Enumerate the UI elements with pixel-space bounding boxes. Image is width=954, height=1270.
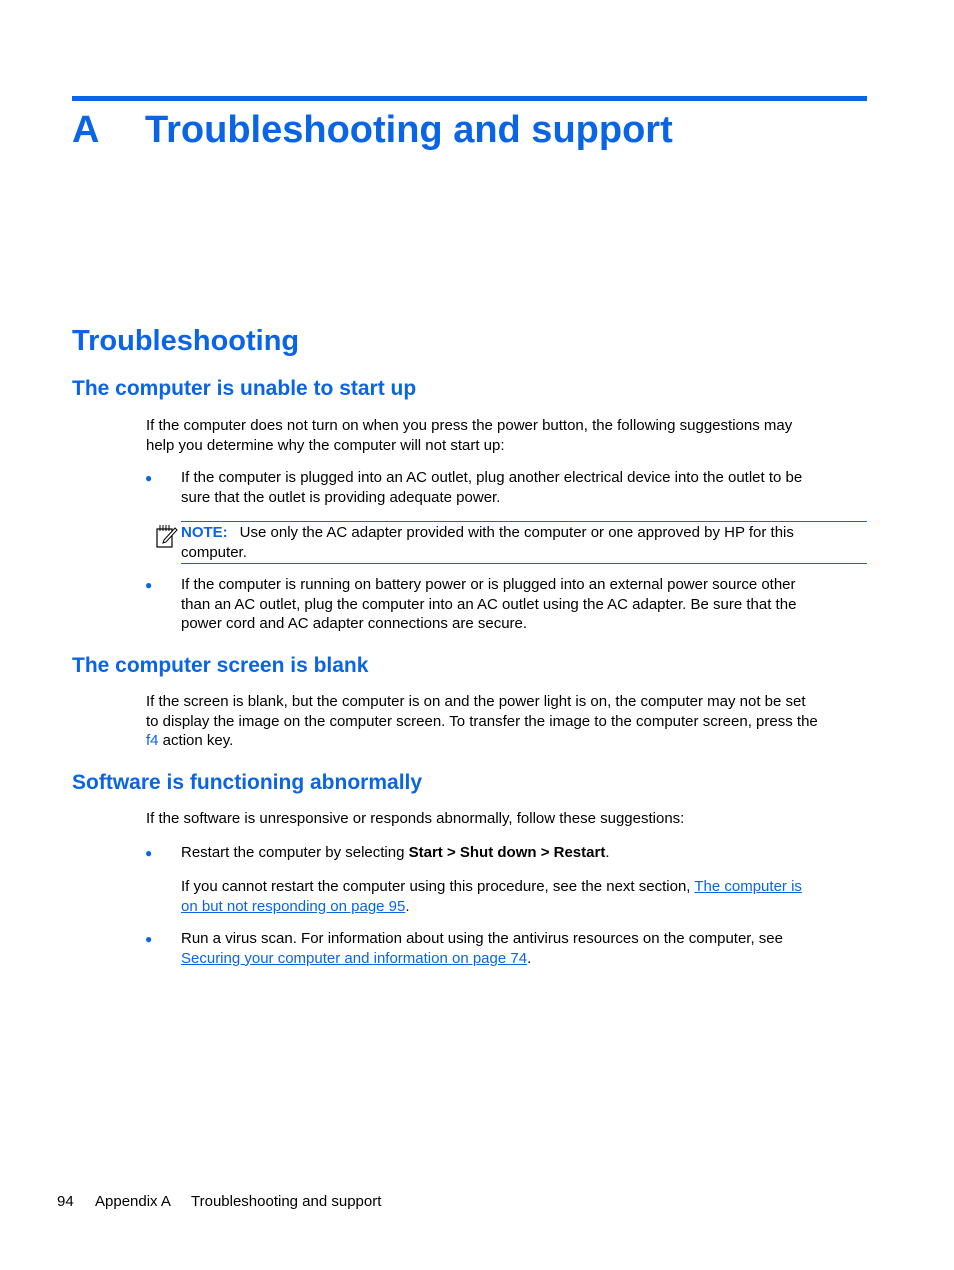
heading-software: Software is functioning abnormally [72,771,423,794]
list-item-line: sure that the outlet is providing adequate power. [181,488,501,506]
list-item [181,843,868,863]
chapter-rule [72,96,867,101]
note-box [181,521,867,564]
sub-line-1 [181,877,868,897]
bullet-icon: ● [145,932,153,946]
note-line-2: computer. [181,543,247,561]
start-up-intro-line: If the computer does not turn on when you press the power button, the following suggestions may [146,417,793,434]
bullet-icon: ● [145,471,153,485]
list-item-line [181,949,868,969]
f4-key: f4 [146,732,159,750]
heading-screen-blank: The computer screen is blank [72,654,369,677]
chapter-title: Troubleshooting and support [145,109,673,151]
screen-blank-text [146,692,868,751]
list-item-line: Run a virus scan. For information about using the antivirus resources on the computer, see [181,930,783,947]
sub-text: If you cannot restart the computer using this procedure, see the next section, [181,878,695,895]
bullet-icon: ● [145,578,153,592]
start-up-intro [146,416,868,455]
note-line-1 [181,523,867,543]
menu-path: Start > Shut down > Restart [408,844,606,861]
page-number: 94 [57,1193,74,1210]
list-item-line: power cord and AC adapter connections are secure. [181,615,528,633]
note-text: Use only the AC adapter provided with the computer or one approved by HP for this [239,524,794,541]
section-title: Troubleshooting [72,325,300,357]
list-item-text: Restart the computer by selecting [181,844,409,861]
link-not-responding[interactable]: on but not responding on page 95 [181,897,406,915]
software-intro: If the software is unresponsive or responds abnormally, follow these suggestions: [146,810,685,827]
note-label: NOTE: [181,524,228,541]
footer-appendix: Appendix A [95,1193,171,1210]
paragraph-rest: action key. [158,732,234,750]
list-item-text: . [605,844,610,861]
footer-title: Troubleshooting and support [191,1193,382,1210]
note-icon [156,524,178,548]
sub-line-2 [181,897,868,917]
list-item-sub [181,877,868,916]
link-not-responding[interactable]: The computer is [694,878,802,895]
list-item [181,575,868,634]
paragraph-line: If the screen is blank, but the computer is on and the power light is on, the computer may not be set [146,693,806,710]
bullet-icon: ● [145,846,153,860]
link-securing-computer[interactable]: Securing your computer and information on page 74 [181,949,528,967]
chapter-letter: A [72,109,100,151]
list-item-line: than an AC outlet, plug the computer into an AC outlet using the AC adapter. Be sure that the [181,595,797,613]
paragraph-line [146,731,868,751]
list-item [181,468,868,507]
list-item-line: If the computer is running on battery power or is plugged into an external power source other [181,576,796,593]
start-up-intro-line: help you determine why the computer will not start up: [146,436,505,454]
heading-start-up: The computer is unable to start up [72,377,417,400]
list-item-line: If the computer is plugged into an AC outlet, plug another electrical device into the outlet to be [181,469,803,486]
paragraph-line: to display the image on the computer screen. To transfer the image to the computer screen, press the [146,712,818,730]
sub-text: . [405,897,410,915]
list-item [181,929,868,968]
list-item-text: . [527,949,532,967]
